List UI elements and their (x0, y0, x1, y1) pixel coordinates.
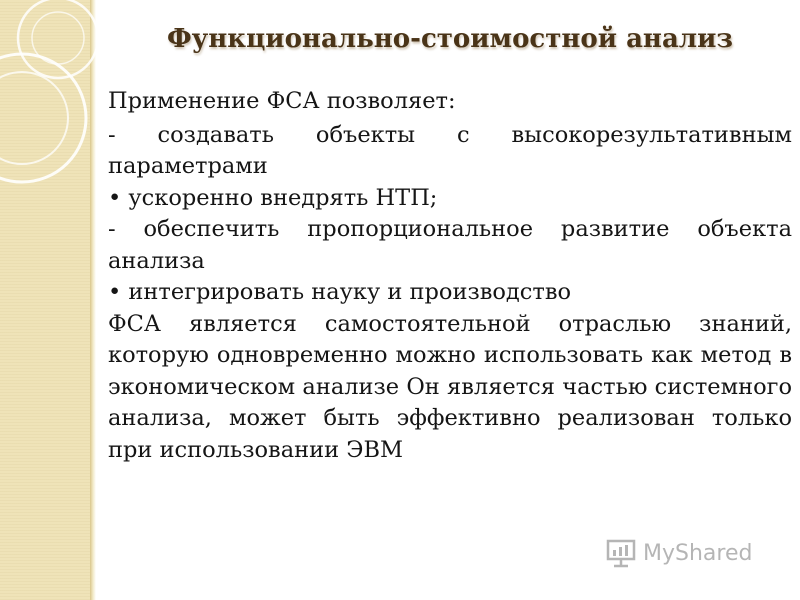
list-item: - обеспечить пропорциональное развитие объекта анализа (108, 216, 792, 274)
list-item: • интегрировать науку и производство (108, 279, 572, 305)
list-item: • ускоренно внедрять НТП; (108, 184, 438, 211)
closing-paragraph: ФСА является самостоятельной отраслью знаний, которую одновременно можно использовать как метод в экономическом анализе Он является частью системного анализа, может быть эффективно реализован только при использовании ЭВМ (108, 310, 792, 463)
list-item: - создавать объекты с высокорезультативным параметрами (108, 121, 792, 179)
decorative-circles (0, 0, 120, 260)
slide-body (108, 86, 792, 466)
myshared-watermark (605, 536, 752, 570)
presentation-board-icon (605, 538, 637, 568)
slide-title: Функционально-стоимостной анализ (166, 24, 734, 54)
watermark-text: MyShared (643, 540, 753, 566)
intro-line: Применение ФСА позволяет: (108, 88, 456, 114)
